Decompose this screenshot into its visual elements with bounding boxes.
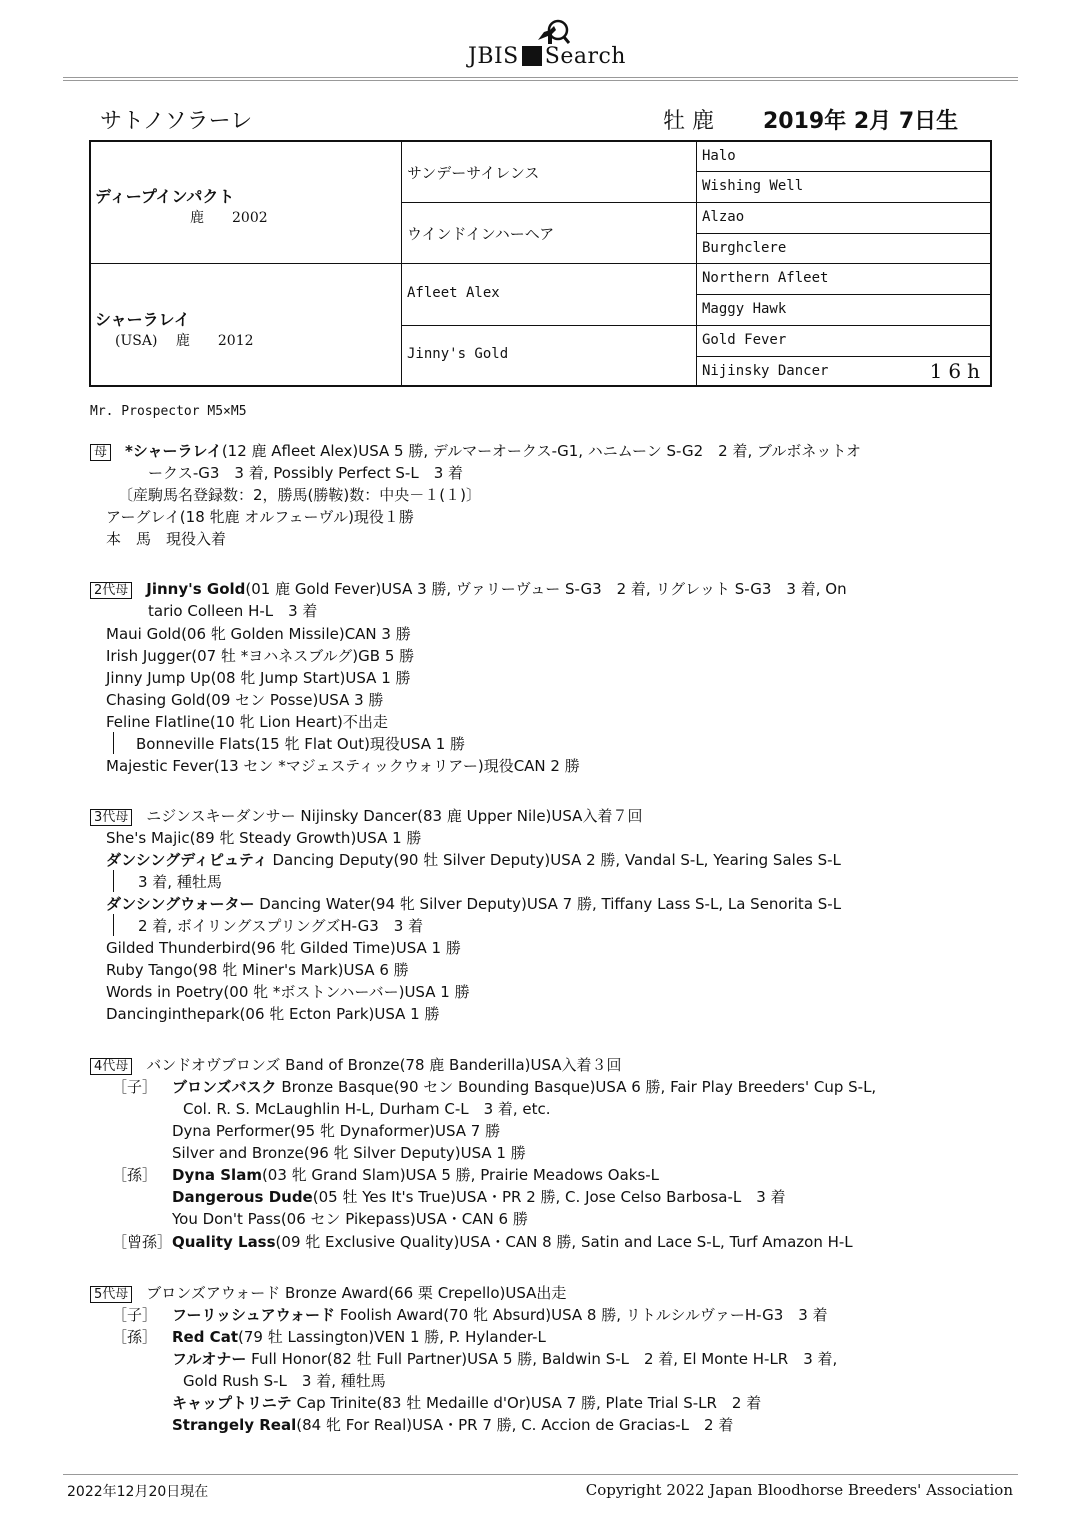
- footer-rule: [63, 1474, 1018, 1475]
- gen5-line-4: [172, 1348, 837, 1369]
- gen4-tag: 4代母: [90, 1058, 132, 1075]
- gen4-line-5[interactable]: Silver and Bronze(96 牝 Silver Deputy)USA 1 勝: [172, 1144, 526, 1162]
- gen2-line-2: tario Colleen H-L 3 着: [148, 602, 318, 620]
- gen4-line-6: [172, 1164, 659, 1185]
- pedigree-g3-2[interactable]: Wishing Well: [702, 178, 804, 194]
- gen2-tag: 2代母: [90, 582, 132, 599]
- gen5-rel-child: ［子］: [112, 1306, 158, 1324]
- dam-line-1: [90, 440, 861, 461]
- gen5-line-4-record: Full Honor(82 牡 Full Partner)USA 5 勝, Baldwin S-L 2 着, El Monte H-LR 3 着,: [246, 1350, 838, 1368]
- gen3-line-3-record: Dancing Deputy(90 牡 Silver Deputy)USA 2 勝, Vandal S-L, Yearing Sales S-L: [267, 851, 841, 869]
- gen5-line-1: [90, 1282, 566, 1303]
- gen4-line-9: [172, 1231, 853, 1252]
- gen2-line-6[interactable]: Chasing Gold(09 セン Posse)USA 3 勝: [106, 691, 384, 709]
- gen4-rel-child: ［子］: [112, 1078, 158, 1096]
- gen3-tag: 3代母: [90, 809, 132, 826]
- sire-name: ディープインパクト: [95, 187, 235, 206]
- gen5-name[interactable]: ブロンズアウォード Bronze Award(66 栗 Crepello)USA出走: [146, 1284, 567, 1302]
- logo-search: Search: [544, 44, 626, 69]
- header-rule-2: [63, 80, 1018, 81]
- pedigree-g3-6[interactable]: Maggy Hawk: [702, 301, 787, 317]
- gen4-line-3: Col. R. S. McLaughlin H-L, Durham C-L 3 着, etc.: [183, 1100, 551, 1118]
- gen3-line-5-name[interactable]: ダンシングウォーター: [106, 895, 255, 913]
- gen4-rel-great: ［曾孫］: [112, 1233, 173, 1251]
- dam-record: (12 鹿 Afleet Alex)USA 5 勝, デルマーオークス-G1, ハニムーン S-G2 2 着, ブルボネットオ: [221, 442, 861, 460]
- descendant-bar: [113, 870, 114, 892]
- pedigree-g3-1[interactable]: Halo: [702, 148, 736, 164]
- gen4-line-2-record: Bronze Basque(90 セン Bounding Basque)USA 6 勝, Fair Play Breeders' Cup S-L,: [276, 1078, 877, 1096]
- gen4-line-6-record: (03 牝 Grand Slam)USA 5 勝, Prairie Meadows Oaks-L: [261, 1166, 660, 1184]
- dam-cell[interactable]: [95, 307, 254, 350]
- gen2-record: (01 鹿 Gold Fever)USA 3 勝, ヴァリーヴュー S-G3 2 着, リグレット S-G3 3 着, On: [245, 580, 847, 598]
- pedigree-g2-1[interactable]: サンデーサイレンス: [407, 164, 540, 182]
- pedigree-table: [89, 140, 992, 387]
- gen4-line-1: [90, 1054, 622, 1075]
- gen3-line-6: 2 着, ボイリングスプリングズH-G3 3 着: [138, 917, 424, 935]
- gen3-line-3-name[interactable]: ダンシングディピュティ: [106, 851, 268, 869]
- copyright: Copyright 2022 Japan Bloodhorse Breeders' Association: [585, 1481, 1013, 1499]
- gen2-name[interactable]: Jinny's Gold: [146, 580, 246, 598]
- dam-line-3: 〔産駒馬名登録数：2，勝馬(勝鞍)数：中央－１(１)〕: [118, 486, 481, 504]
- pedigree-g2-4[interactable]: Jinny's Gold: [407, 346, 509, 362]
- dam-line-4[interactable]: アーグレイ(18 牝鹿 オルフェーヴル)現役１勝: [106, 508, 414, 526]
- gen2-line-4[interactable]: Irish Jugger(07 牡 *ヨハネスブルグ)GB 5 勝: [106, 647, 415, 665]
- horse-birthdate: 2019年 2月 7日生: [763, 109, 959, 134]
- gen2-line-3[interactable]: Maui Gold(06 牝 Golden Missile)CAN 3 勝: [106, 625, 411, 643]
- gen3-line-4: 3 着, 種牡馬: [138, 873, 222, 891]
- gen5-line-2-name[interactable]: フーリッシュアウォード: [172, 1306, 336, 1324]
- logo-jbis: JBIS: [468, 44, 519, 69]
- gen4-line-9-name[interactable]: Quality Lass: [172, 1233, 276, 1251]
- dam-line-2: ークス-G3 3 着, Possibly Perfect S-L 3 着: [148, 464, 464, 482]
- gen5-line-6: [172, 1392, 761, 1413]
- pedigree-g3-8[interactable]: Nijinsky Dancer: [702, 363, 829, 379]
- descendant-bar: [113, 914, 114, 936]
- gen4-rel-grand: ［孫］: [112, 1166, 158, 1184]
- gen4-line-7-record: (05 牡 Yes It's True)USA・PR 2 勝, C. Jose Celso Barbosa-L 3 着: [312, 1188, 786, 1206]
- gen3-line-9[interactable]: Words in Poetry(00 牝 *ボストンハーバー)USA 1 勝: [106, 983, 470, 1001]
- gen4-line-4[interactable]: Dyna Performer(95 牝 Dynaformer)USA 7 勝: [172, 1122, 501, 1140]
- inbreeding-note: Mr. Prospector M5×M5: [90, 404, 247, 419]
- gen4-line-6-name[interactable]: Dyna Slam: [172, 1166, 262, 1184]
- family-number: 16h: [929, 359, 986, 383]
- pedigree-g2-2[interactable]: ウインドインハーヘア: [407, 225, 555, 243]
- gen4-line-7-name[interactable]: Dangerous Dude: [172, 1188, 313, 1206]
- gen3-line-1: [90, 805, 642, 826]
- sire-cell[interactable]: [95, 184, 268, 227]
- header-rule: [63, 77, 1018, 78]
- logo-text: [468, 44, 626, 69]
- jbis-search-logo[interactable]: [468, 18, 638, 72]
- gen5-line-3-record: (79 牡 Lassington)VEN 1 勝, P. Hylander-L: [237, 1328, 546, 1346]
- gen5-line-6-name[interactable]: キャップトリニテ: [172, 1394, 292, 1412]
- gen3-line-2[interactable]: She's Majic(89 牝 Steady Growth)USA 1 勝: [106, 829, 422, 847]
- gen5-line-2: [172, 1304, 828, 1325]
- descendant-bar: [113, 732, 114, 754]
- gen4-name[interactable]: バンドオヴブロンズ Band of Bronze(78 鹿 Banderilla)USA入着３回: [146, 1056, 622, 1074]
- horse-sex-color: 牡 鹿: [663, 109, 714, 134]
- pedigree-g3-4[interactable]: Burghclere: [702, 240, 787, 256]
- gen3-line-5: [106, 893, 841, 914]
- gen5-tag: 5代母: [90, 1286, 132, 1303]
- gen4-line-8[interactable]: You Don't Pass(06 セン Pikepass)USA・CAN 6 勝: [172, 1210, 528, 1228]
- gen2-line-9[interactable]: Majestic Fever(13 セン *マジェスティックウォリアー)現役CAN 2 勝: [106, 757, 580, 775]
- dam-tag: 母: [90, 444, 111, 461]
- pedigree-g3-7[interactable]: Gold Fever: [702, 332, 787, 348]
- gen3-line-8[interactable]: Ruby Tango(98 牝 Miner's Mark)USA 6 勝: [106, 961, 409, 979]
- as-of-date: 2022年12月20日現在: [67, 1484, 209, 1500]
- pedigree-g3-3[interactable]: Alzao: [702, 209, 745, 225]
- gen5-line-5: Gold Rush S-L 3 着, 種牡馬: [183, 1372, 386, 1390]
- gen3-line-5-record: Dancing Water(94 牝 Silver Deputy)USA 7 勝, Tiffany Lass S-L, La Senorita S-L: [254, 895, 842, 913]
- gen5-line-6-record: Cap Trinite(83 牡 Medaille d'Or)USA 7 勝, Plate Trial S-LR 2 着: [291, 1394, 762, 1412]
- gen2-line-5[interactable]: Jinny Jump Up(08 牝 Jump Start)USA 1 勝: [106, 669, 411, 687]
- sire-info: 鹿 2002: [190, 210, 268, 226]
- gen2-line-1: [90, 578, 847, 599]
- gen2-line-7[interactable]: Feline Flatline(10 牝 Lion Heart)不出走: [106, 713, 388, 731]
- dam-section-name[interactable]: *シャーラレイ: [125, 442, 222, 460]
- gen3-line-7[interactable]: Gilded Thunderbird(96 牝 Gilded Time)USA 1 勝: [106, 939, 461, 957]
- pedigree-g3-5[interactable]: Northern Afleet: [702, 270, 829, 286]
- dam-info: (USA) 鹿 2012: [115, 333, 254, 349]
- gen5-line-7-record: (84 牝 For Real)USA・PR 7 勝, C. Accion de Gracias-L 2 着: [296, 1416, 734, 1434]
- gen5-line-4-name[interactable]: フルオナー: [172, 1350, 247, 1368]
- gen4-line-2-name[interactable]: ブロンズバスク: [172, 1078, 277, 1096]
- dam-name: シャーラレイ: [95, 310, 190, 329]
- gen5-line-7-name[interactable]: Strangely Real: [172, 1416, 297, 1434]
- gen3-name[interactable]: ニジンスキーダンサー Nijinsky Dancer(83 鹿 Upper Nile)USA入着７回: [146, 807, 643, 825]
- gen3-line-3: [106, 849, 841, 870]
- gen4-line-9-record: (09 牝 Exclusive Quality)USA・CAN 8 勝, Satin and Lace S-L, Turf Amazon H-L: [275, 1233, 853, 1251]
- gen5-line-3: [172, 1326, 546, 1347]
- horse-name: サトノソラーレ: [100, 109, 253, 134]
- gen5-rel-grand: ［孫］: [112, 1328, 158, 1346]
- gen4-line-2: [172, 1076, 876, 1097]
- gen5-line-2-record: Foolish Award(70 牝 Absurd)USA 8 勝, リトルシルヴァーH-G3 3 着: [335, 1306, 828, 1324]
- gen5-line-7: [172, 1414, 733, 1435]
- gen3-line-10[interactable]: Dancinginthepark(06 牝 Ecton Park)USA 1 勝: [106, 1005, 440, 1023]
- gen2-line-8[interactable]: Bonneville Flats(15 牝 Flat Out)現役USA 1 勝: [136, 735, 466, 753]
- gen4-line-7: [172, 1186, 786, 1207]
- gen5-line-3-name[interactable]: Red Cat: [172, 1328, 238, 1346]
- pedigree-g2-3[interactable]: Afleet Alex: [407, 285, 500, 301]
- dam-line-5: 本 馬 現役入着: [106, 530, 227, 548]
- logo-box-icon: [522, 46, 542, 66]
